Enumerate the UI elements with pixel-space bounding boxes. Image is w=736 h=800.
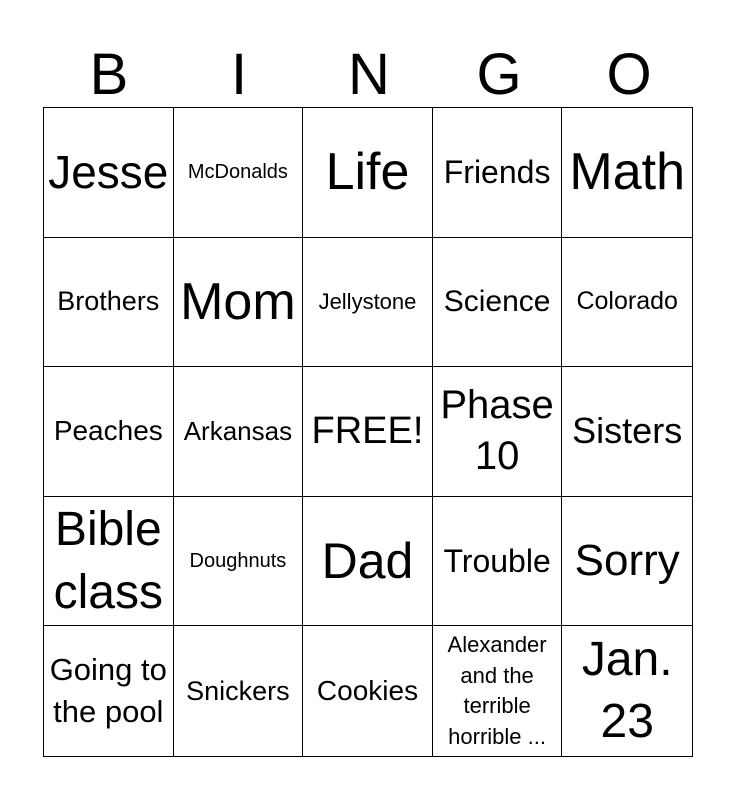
cell-label: Brothers (57, 286, 160, 317)
bingo-cell (562, 238, 692, 368)
header-letter-i: I (230, 42, 248, 107)
bingo-cell (433, 108, 563, 238)
cell-label: Sorry (574, 536, 680, 586)
cell-label: Bible class (53, 502, 163, 620)
bingo-cell (174, 367, 304, 497)
cell-label: McDonalds (187, 161, 288, 184)
cell-label: Arkansas (183, 416, 293, 447)
bingo-cell (174, 626, 304, 756)
bingo-cell (562, 497, 692, 627)
bingo-cell (303, 497, 433, 627)
cell-label: Cookies (316, 675, 419, 707)
header-letter-o: O (606, 42, 652, 107)
cell-label: Jesse (48, 146, 169, 199)
bingo-cell (303, 367, 433, 497)
cell-label: Math (569, 143, 685, 202)
cell-label: Snickers (186, 675, 290, 706)
cell-label: Phase 10 (440, 383, 554, 479)
cell-label: Life (325, 143, 410, 202)
cell-label: Jan. 23 (581, 632, 673, 749)
bingo-cell (174, 238, 304, 368)
cell-label: Dad (321, 533, 414, 590)
cell-label: Friends (443, 154, 551, 191)
bingo-cell (433, 238, 563, 368)
header-letter-g: G (476, 42, 522, 107)
header-letter-b: B (89, 42, 129, 107)
bingo-cell (174, 108, 304, 238)
bingo-cell (303, 108, 433, 238)
cell-label: Science (443, 284, 551, 318)
cell-label: Going to the pool (49, 652, 167, 730)
bingo-cell (44, 108, 174, 238)
bingo-cell (303, 626, 433, 756)
cell-label: Alexander and the terrible horrible ... (447, 632, 547, 749)
bingo-cell (174, 497, 304, 627)
bingo-board (43, 107, 693, 757)
bingo-cell (562, 367, 692, 497)
cell-label: Colorado (576, 287, 678, 316)
bingo-cell (433, 497, 563, 627)
cell-label: Mom (180, 272, 296, 331)
bingo-header (44, 44, 694, 106)
bingo-cell (562, 108, 692, 238)
cell-label: Sisters (572, 410, 683, 452)
bingo-cell (303, 238, 433, 368)
bingo-cell (562, 626, 692, 756)
cell-label: Jellystone (318, 288, 417, 314)
cell-label: Doughnuts (189, 550, 287, 573)
bingo-cell (44, 497, 174, 627)
header-letter-n: N (348, 42, 390, 107)
cell-label: Trouble (443, 543, 551, 580)
cell-label: Peaches (53, 415, 163, 447)
cell-label: FREE! (311, 410, 424, 453)
bingo-cell (44, 626, 174, 756)
bingo-cell (433, 626, 563, 756)
bingo-cell (44, 367, 174, 497)
bingo-cell (44, 238, 174, 368)
bingo-cell (433, 367, 563, 497)
